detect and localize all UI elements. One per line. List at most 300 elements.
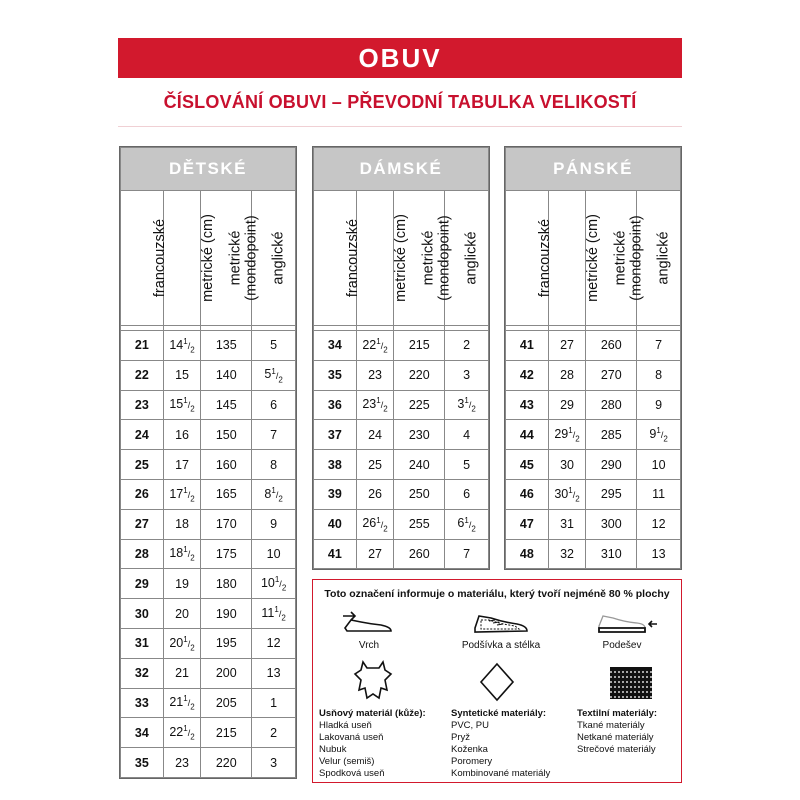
size-mondopoint: 175 (201, 539, 252, 569)
fraction-half: $^1/_2$ (274, 574, 287, 593)
size-english (637, 420, 681, 450)
fraction-numerator: 1 (568, 425, 573, 435)
fraction-numerator: 1 (183, 723, 188, 733)
size-cm-value: 21 (175, 666, 189, 681)
size-english-value: 12 (651, 517, 666, 532)
size-french: 43 (506, 390, 549, 420)
table-row (506, 420, 681, 450)
size-cm (163, 331, 201, 361)
size-english (445, 450, 489, 480)
size-mondopoint: 145 (201, 390, 252, 420)
part-label-lining: Podšívka a stélka (461, 640, 541, 651)
size-cm-value: 27 (368, 546, 382, 561)
fraction-numerator: 1 (656, 425, 661, 435)
size-cm (548, 360, 586, 390)
size-cm (356, 360, 394, 390)
fraction-half: $^1/_2$ (464, 515, 476, 533)
table-row (121, 718, 296, 748)
size-cm-value: 18 (175, 517, 189, 532)
size-french: 30 (121, 599, 164, 629)
size-french: 22 (121, 360, 164, 390)
fraction-denominator: 2 (278, 494, 283, 504)
table-detske (119, 146, 297, 779)
size-english (445, 420, 489, 450)
part-label-sole: Podešev (602, 640, 642, 651)
size-cm (163, 479, 201, 509)
synthetic-icon (479, 662, 515, 702)
size-english (252, 628, 296, 658)
fraction-denominator: 2 (190, 345, 195, 355)
size-english (637, 450, 681, 480)
size-english-value: 8 (264, 486, 272, 501)
col-header-text: anglické (270, 231, 287, 285)
fraction-denominator: 2 (471, 524, 476, 533)
table-row (121, 420, 296, 450)
fraction-half: $^1/_2$ (568, 485, 580, 504)
size-cm-value: 23 (368, 368, 382, 383)
col-header-text: metrické (cm) (584, 214, 601, 302)
fraction-half: $^1/_2$ (183, 723, 195, 742)
size-french: 40 (314, 509, 357, 539)
table-row (506, 539, 681, 569)
size-mondopoint: 240 (394, 450, 445, 480)
size-mondopoint: 165 (201, 479, 252, 509)
size-english-value: 7 (655, 338, 663, 353)
material-heading: Textilní materiály: (577, 708, 658, 719)
table-title: DĚTSKÉ (121, 148, 296, 191)
material-heading: Syntetické materiály: (451, 708, 547, 719)
size-english-value: 2 (463, 338, 471, 353)
table-row (506, 331, 681, 361)
size-cm-value: 16 (175, 427, 189, 442)
size-english-value: 11 (652, 487, 666, 502)
size-cm-value: 19 (175, 576, 189, 591)
fraction-half: $^1/_2$ (183, 396, 195, 414)
size-mondopoint: 230 (394, 420, 445, 450)
table-row (121, 569, 296, 599)
size-mondopoint: 200 (201, 658, 252, 688)
size-english-value: 10 (260, 576, 275, 591)
size-mondopoint: 215 (394, 331, 445, 361)
col-header-text: metrické (613, 230, 630, 286)
size-cm-value: 30 (560, 457, 574, 472)
size-english-value: 11 (261, 605, 275, 620)
size-cm-value: 28 (560, 368, 574, 383)
size-english-value: 5 (270, 338, 278, 353)
size-cm-value: 22 (169, 725, 184, 740)
size-english-value: 3 (270, 755, 278, 770)
table-row (314, 450, 489, 480)
size-cm (163, 748, 201, 778)
size-french: 37 (314, 420, 357, 450)
size-cm-value: 14 (169, 337, 184, 352)
size-french: 38 (314, 450, 357, 480)
size-french: 28 (121, 539, 164, 569)
size-mondopoint: 290 (586, 450, 637, 480)
fraction-numerator: 1 (183, 545, 188, 555)
fraction-numerator: 1 (274, 604, 279, 614)
fraction-denominator: 2 (281, 583, 287, 593)
size-mondopoint: 195 (201, 628, 252, 658)
fraction-numerator: 1 (271, 366, 276, 376)
material-item: Kombinované materiály (451, 768, 551, 779)
page-subtitle: ČÍSLOVÁNÍ OBUVI – PŘEVODNÍ TABULKA VELIKOSTÍ (163, 92, 637, 112)
size-french: 42 (506, 360, 549, 390)
size-cm (356, 390, 394, 420)
table-row (121, 658, 296, 688)
size-cm-value: 26 (368, 487, 382, 502)
size-english (252, 569, 296, 599)
fraction-half: $^1/_2$ (656, 425, 668, 444)
fraction-half: $^1/_2$ (568, 425, 580, 444)
size-cm-value: 24 (368, 427, 382, 442)
size-cm-value: 17 (169, 486, 184, 501)
size-cm (163, 509, 201, 539)
size-english (637, 360, 681, 390)
material-item: Nubuk (319, 744, 347, 755)
table-row (314, 360, 489, 390)
size-mondopoint: 260 (586, 331, 637, 361)
size-mondopoint: 285 (586, 420, 637, 450)
size-cm (163, 390, 201, 420)
textile-icon (609, 666, 653, 700)
col-header-french (506, 191, 554, 326)
size-french: 35 (314, 360, 357, 390)
size-cm (356, 509, 394, 539)
size-mondopoint: 180 (201, 569, 252, 599)
size-english (252, 509, 296, 539)
size-cm-value: 29 (560, 397, 574, 412)
size-french: 34 (314, 331, 357, 361)
size-cm (356, 450, 394, 480)
fraction-numerator: 1 (376, 336, 381, 346)
fraction-denominator: 2 (190, 553, 195, 563)
table-damske (312, 146, 490, 570)
size-cm (548, 390, 586, 420)
size-mondopoint: 190 (201, 599, 252, 629)
page-banner: OBUV (118, 38, 682, 78)
fraction-numerator: 1 (376, 515, 381, 525)
fraction-half: $^1/_2$ (183, 336, 195, 355)
size-english (252, 479, 296, 509)
table-row (121, 748, 296, 778)
fraction-denominator: 2 (278, 375, 283, 385)
size-cm (548, 479, 586, 509)
leather-icon (353, 660, 393, 700)
material-heading: Usňový materiál (kůže): (319, 708, 426, 719)
size-english (637, 539, 681, 569)
fraction-denominator: 2 (575, 494, 580, 504)
fraction-half: $^1/_2$ (376, 396, 388, 414)
divider (118, 126, 682, 127)
size-cm (356, 539, 394, 569)
size-english-value: 6 (270, 397, 278, 412)
size-english-value: 5 (463, 457, 471, 472)
col-header-french (121, 191, 169, 326)
fraction-numerator: 1 (376, 396, 381, 406)
size-mondopoint: 220 (394, 360, 445, 390)
size-english-value: 3 (463, 368, 471, 383)
size-mondopoint: 205 (201, 688, 252, 718)
fraction-numerator: 1 (183, 336, 188, 346)
table-row (121, 450, 296, 480)
table-row (314, 509, 489, 539)
size-mondopoint: 220 (201, 748, 252, 778)
fraction-half: $^1/_2$ (274, 604, 286, 623)
size-english (252, 420, 296, 450)
size-english (445, 539, 489, 569)
table-row (506, 450, 681, 480)
table-row (506, 509, 681, 539)
size-cm (548, 420, 586, 450)
size-cm (163, 599, 201, 629)
table-title: DÁMSKÉ (314, 148, 489, 191)
fraction-numerator: 1 (183, 634, 188, 644)
size-cm-value: 20 (175, 606, 189, 621)
shoe-sole-icon (595, 610, 659, 636)
size-english (252, 390, 296, 420)
table-row (314, 390, 489, 420)
table-row (506, 390, 681, 420)
col-header-text: metrické (cm) (199, 214, 216, 302)
size-mondopoint: 140 (201, 360, 252, 390)
size-mondopoint: 215 (201, 718, 252, 748)
size-french: 46 (506, 479, 549, 509)
material-item: Tkané materiály (577, 720, 645, 731)
table-row (314, 331, 489, 361)
size-cm (163, 450, 201, 480)
size-cm-value: 23 (362, 397, 377, 412)
fraction-denominator: 2 (190, 404, 195, 414)
size-cm-value: 25 (368, 457, 382, 472)
size-english (252, 688, 296, 718)
size-french: 48 (506, 539, 549, 569)
size-english (252, 539, 296, 569)
fraction-numerator: 1 (568, 485, 573, 495)
size-mondopoint: 135 (201, 331, 252, 361)
table-row (121, 599, 296, 629)
table-row (506, 479, 681, 509)
size-french: 33 (121, 688, 164, 718)
size-english-value: 12 (266, 636, 281, 651)
size-english (252, 599, 296, 629)
size-french: 31 (121, 628, 164, 658)
size-english (637, 509, 681, 539)
size-english (637, 390, 681, 420)
size-cm (548, 539, 586, 569)
table-row (121, 390, 296, 420)
material-textile (577, 708, 681, 756)
size-english (252, 718, 296, 748)
size-mondopoint: 255 (394, 509, 445, 539)
size-english-value: 3 (457, 397, 465, 412)
size-english (252, 331, 296, 361)
size-french: 26 (121, 479, 164, 509)
col-header-text: metrické (cm) (392, 214, 409, 302)
fraction-numerator: 1 (271, 485, 276, 495)
size-english-value: 5 (264, 367, 272, 382)
size-french: 29 (121, 569, 164, 599)
size-cm-value: 23 (175, 755, 189, 770)
size-english (445, 390, 489, 420)
size-cm (163, 420, 201, 450)
size-cm (163, 718, 201, 748)
size-french: 39 (314, 479, 357, 509)
material-item: Hladká useň (319, 720, 372, 731)
size-cm-value: 21 (169, 695, 184, 710)
size-english-value: 10 (266, 546, 281, 561)
material-item: Poromery (451, 756, 493, 767)
size-french: 45 (506, 450, 549, 480)
fraction-half: $^1/_2$ (183, 634, 195, 653)
size-french: 24 (121, 420, 164, 450)
col-header-text: anglické (655, 231, 672, 285)
size-english-value: 4 (463, 427, 471, 442)
material-item: PVC, PU (451, 720, 490, 731)
table-title: PÁNSKÉ (506, 148, 681, 191)
size-cm (548, 509, 586, 539)
size-english (637, 479, 681, 509)
fraction-half: $^1/_2$ (271, 366, 283, 385)
size-mondopoint: 250 (394, 479, 445, 509)
table-row (314, 479, 489, 509)
size-english-value: 10 (651, 457, 666, 472)
fraction-denominator: 2 (383, 524, 388, 533)
table-row (121, 509, 296, 539)
material-synthetic (451, 708, 571, 780)
size-cm (356, 420, 394, 450)
material-item: Velur (semiš) (319, 756, 375, 767)
size-french: 41 (314, 539, 357, 569)
fraction-half: $^1/_2$ (464, 396, 476, 414)
col-header-text: metrické (228, 230, 245, 286)
size-french: 41 (506, 331, 549, 361)
size-french: 32 (121, 658, 164, 688)
fraction-numerator: 1 (183, 485, 188, 495)
table-row (506, 360, 681, 390)
table-row (121, 331, 296, 361)
size-cm-value: 15 (169, 397, 184, 412)
size-cm (356, 479, 394, 509)
size-english-value: 13 (266, 666, 281, 681)
material-info-box (312, 579, 682, 783)
fraction-half: $^1/_2$ (271, 485, 283, 504)
fraction-half: $^1/_2$ (183, 694, 195, 712)
col-header-text: francouzské (537, 218, 554, 298)
size-english-value: 9 (655, 397, 663, 412)
size-cm (548, 450, 586, 480)
size-cm-value: 15 (175, 368, 189, 383)
size-french: 25 (121, 450, 164, 480)
fraction-denominator: 2 (281, 613, 286, 623)
fraction-half: $^1/_2$ (183, 545, 195, 563)
fraction-denominator: 2 (190, 732, 195, 742)
size-cm-value: 18 (169, 546, 184, 561)
table-row (121, 628, 296, 658)
size-cm-value: 29 (554, 427, 569, 442)
size-cm-value: 27 (560, 338, 574, 353)
col-header-text: francouzské (152, 218, 169, 298)
size-cm-value: 20 (169, 635, 184, 650)
size-english (637, 331, 681, 361)
table-row (314, 539, 489, 569)
size-mondopoint: 300 (586, 509, 637, 539)
size-mondopoint: 160 (201, 450, 252, 480)
table-row (121, 360, 296, 390)
size-french: 34 (121, 718, 164, 748)
size-mondopoint: 295 (586, 479, 637, 509)
material-item: Netkané materiály (577, 732, 654, 743)
size-mondopoint: 150 (201, 420, 252, 450)
size-french: 36 (314, 390, 357, 420)
fraction-denominator: 2 (190, 643, 195, 653)
size-cm (163, 569, 201, 599)
fraction-numerator: 1 (183, 396, 188, 406)
col-header-text: francouzské (345, 218, 362, 298)
fraction-half: $^1/_2$ (376, 515, 388, 533)
table-row (121, 479, 296, 509)
size-cm-value: 22 (362, 337, 377, 352)
size-cm (548, 331, 586, 361)
part-label-upper: Vrch (358, 640, 380, 651)
material-item: Lakovaná useň (319, 732, 384, 743)
size-english (252, 658, 296, 688)
size-english-value: 8 (655, 368, 663, 383)
material-item: Strečové materiály (577, 744, 656, 755)
fraction-numerator: 1 (464, 396, 469, 406)
col-header-text: (mondopoint) (244, 215, 261, 301)
size-english-value: 2 (270, 725, 278, 740)
size-cm-value: 32 (560, 546, 574, 561)
fraction-numerator: 1 (464, 515, 469, 525)
size-cm-value: 31 (560, 517, 574, 532)
size-french: 47 (506, 509, 549, 539)
table-row (314, 420, 489, 450)
size-mondopoint: 170 (201, 509, 252, 539)
material-item: Pryž (451, 732, 470, 743)
fraction-denominator: 2 (190, 702, 195, 712)
col-header-text: metrické (421, 230, 438, 286)
size-cm-value: 17 (175, 457, 189, 472)
size-french: 35 (121, 748, 164, 778)
size-cm (163, 539, 201, 569)
fraction-denominator: 2 (575, 434, 580, 444)
size-english-value: 8 (270, 457, 278, 472)
fraction-denominator: 2 (471, 404, 476, 414)
size-english-value: 9 (270, 517, 278, 532)
fraction-half: $^1/_2$ (183, 485, 195, 504)
size-french: 44 (506, 420, 549, 450)
fraction-denominator: 2 (190, 494, 195, 504)
size-cm (163, 658, 201, 688)
size-french: 23 (121, 390, 164, 420)
size-cm (163, 688, 201, 718)
size-mondopoint: 225 (394, 390, 445, 420)
size-cm (356, 331, 394, 361)
table-panske (504, 146, 682, 570)
size-english-value: 7 (463, 546, 471, 561)
size-english-value: 1 (270, 695, 278, 710)
info-title: Toto označení informuje o materiálu, který tvoří nejméně 80 % plochy (324, 588, 670, 600)
size-english-value: 7 (270, 427, 278, 442)
size-english (445, 331, 489, 361)
col-header-text: (mondopoint) (629, 215, 646, 301)
fraction-denominator: 2 (383, 345, 388, 355)
size-english (445, 509, 489, 539)
shoe-lining-icon (469, 608, 533, 638)
col-header-metric-cm (548, 191, 601, 326)
size-french: 21 (121, 331, 164, 361)
